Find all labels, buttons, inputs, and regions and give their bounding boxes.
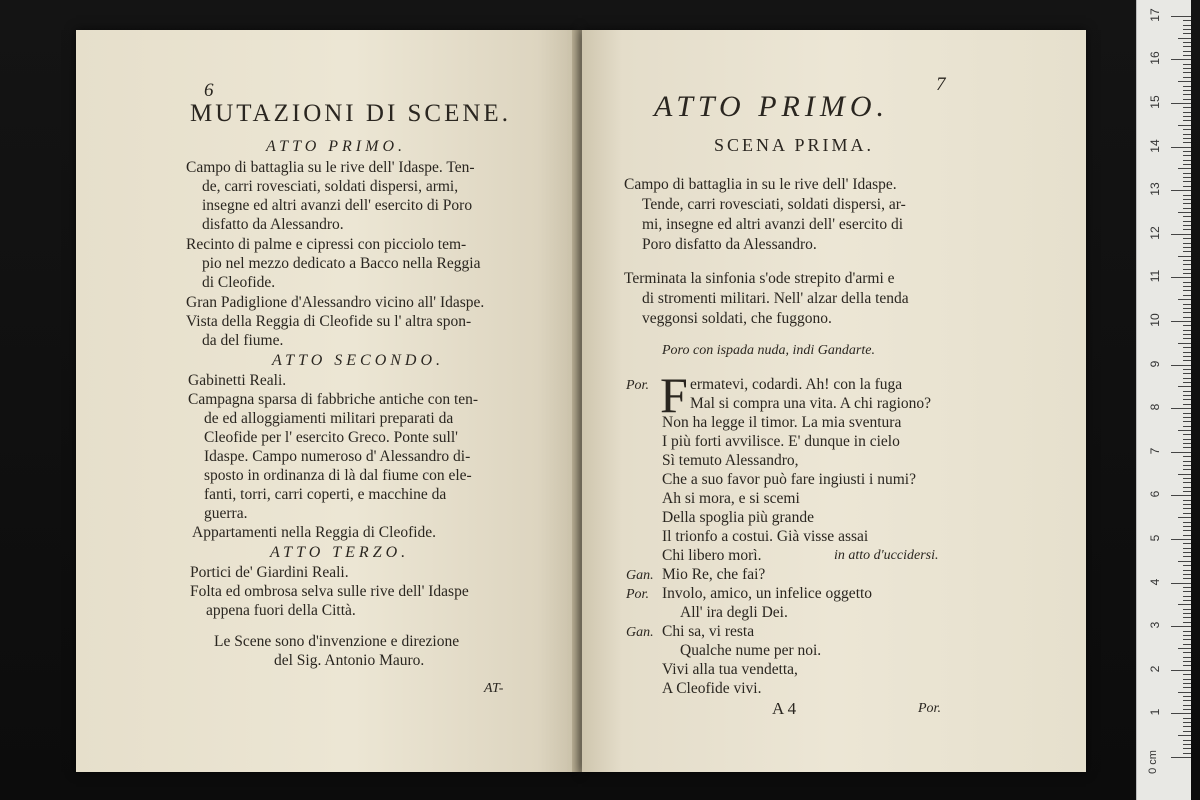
- ruler-tick: [1183, 469, 1191, 470]
- ruler-tick: [1178, 299, 1191, 300]
- ruler-tick: [1183, 718, 1191, 719]
- ruler-tick: [1183, 413, 1191, 414]
- list-item: da del fiume.: [202, 332, 284, 349]
- ruler-tick: [1183, 356, 1191, 357]
- list-item: pio nel mezzo dedicato a Bacco nella Reggia: [202, 255, 481, 272]
- right-catchword: Por.: [918, 701, 941, 716]
- dialogue-line: I più forti avvilisce. E' dunque in cielo: [662, 433, 900, 450]
- ruler-tick: [1183, 138, 1191, 139]
- measuring-ruler: [1136, 0, 1191, 800]
- ruler-tick: [1183, 478, 1191, 479]
- ruler-tick: [1183, 465, 1191, 466]
- stage-action: in atto d'uccidersi.: [834, 548, 939, 563]
- ruler-tick: [1183, 142, 1191, 143]
- ruler-number: 10: [1148, 313, 1162, 327]
- ruler-tick: [1183, 391, 1191, 392]
- ruler-tick: [1183, 609, 1191, 610]
- dialogue-line: ermatevi, codardi. Ah! con la fuga: [690, 376, 903, 393]
- ruler-tick: [1183, 700, 1191, 701]
- ruler-tick: [1183, 722, 1191, 723]
- ruler-tick: [1183, 705, 1191, 706]
- ruler-tick: [1183, 753, 1191, 754]
- ruler-tick: [1183, 203, 1191, 204]
- ruler-tick: [1171, 277, 1191, 278]
- ruler-tick: [1171, 16, 1191, 17]
- ruler-tick: [1178, 38, 1191, 39]
- ruler-tick: [1183, 273, 1191, 274]
- ruler-tick: [1171, 321, 1191, 322]
- ruler-tick: [1178, 735, 1191, 736]
- ruler-tick: [1183, 508, 1191, 509]
- ruler-tick: [1183, 20, 1191, 21]
- ruler-tick: [1171, 234, 1191, 235]
- ruler-tick: [1183, 726, 1191, 727]
- setting-line: Poro disfatto da Alessandro.: [642, 236, 817, 253]
- ruler-tick: [1183, 395, 1191, 396]
- ruler-number: 12: [1148, 226, 1162, 240]
- setting-line: Campo di battaglia in su le rive dell' Idaspe.: [624, 176, 897, 193]
- dialogue-line: Chi libero morì.: [662, 547, 762, 564]
- list-item: Cleofide per l' esercito Greco. Ponte sull': [204, 429, 458, 446]
- ruler-tick: [1183, 631, 1191, 632]
- ruler-tick: [1183, 639, 1191, 640]
- dialogue-line: Il trionfo a costui. Già visse assai: [662, 528, 869, 545]
- ruler-number: 11: [1148, 270, 1162, 283]
- ruler-tick: [1183, 286, 1191, 287]
- dialogue-line: Involo, amico, un infelice oggetto: [662, 585, 873, 602]
- dialogue-line: Sì temuto Alessandro,: [662, 452, 799, 469]
- ruler-number: 3: [1148, 621, 1162, 629]
- left-catchword: AT-: [484, 681, 504, 696]
- ruler-tick: [1178, 692, 1191, 693]
- ruler-tick: [1183, 744, 1191, 745]
- ruler-number: 14: [1148, 138, 1162, 153]
- ruler-tick: [1171, 365, 1191, 366]
- ruler-tick: [1183, 90, 1191, 91]
- ruler-tick: [1183, 243, 1191, 244]
- act3-heading: ATTO TERZO.: [270, 544, 410, 561]
- scene-credit-line-1: Le Scene sono d'invenzione e direzione: [214, 633, 460, 650]
- ruler-tick: [1183, 160, 1191, 161]
- ruler-tick: [1183, 556, 1191, 557]
- ruler-tick: [1183, 613, 1191, 614]
- scene-credit-line-2: del Sig. Antonio Mauro.: [274, 652, 425, 669]
- list-item: de ed alloggiamenti militari preparati da: [204, 410, 454, 427]
- ruler-tick: [1171, 59, 1191, 60]
- ruler-tick: [1183, 622, 1191, 623]
- left-page-title: MUTAZIONI DI SCENE.: [190, 100, 511, 127]
- ruler-tick: [1183, 574, 1191, 575]
- ruler-tick: [1183, 674, 1191, 675]
- ruler-tick: [1183, 661, 1191, 662]
- ruler-tick: [1183, 177, 1191, 178]
- list-item: insegne ed altri avanzi dell' esercito di Poro: [202, 197, 473, 214]
- ruler-number: 15: [1148, 95, 1162, 109]
- dialogue-line: Mal si compra una vita. A chi ragiono?: [690, 395, 932, 412]
- ruler-tick: [1183, 51, 1191, 52]
- ruler-tick: [1183, 216, 1191, 217]
- ruler-tick: [1183, 33, 1191, 34]
- ruler-tick: [1183, 591, 1191, 592]
- speaker-gandarte: Gan.: [626, 568, 654, 583]
- ruler-tick: [1183, 434, 1191, 435]
- ruler-tick: [1183, 740, 1191, 741]
- ruler-tick: [1183, 312, 1191, 313]
- ruler-tick: [1183, 565, 1191, 566]
- list-item: Gabinetti Reali.: [188, 372, 287, 389]
- ruler-tick: [1183, 251, 1191, 252]
- dialogue-line: Vivi alla tua vendetta,: [662, 661, 798, 678]
- ruler-tick: [1183, 600, 1191, 601]
- list-item: disfatto da Alessandro.: [202, 216, 344, 233]
- ruler-tick: [1183, 195, 1191, 196]
- ruler-tick: [1183, 570, 1191, 571]
- ruler-tick: [1183, 447, 1191, 448]
- ruler-tick: [1183, 238, 1191, 239]
- drop-cap: F: [660, 367, 688, 423]
- list-item: fanti, torri, carri coperti, e macchine da: [204, 486, 447, 503]
- ruler-tick: [1183, 199, 1191, 200]
- ruler-tick: [1183, 500, 1191, 501]
- ruler-tick: [1171, 583, 1191, 584]
- ruler-tick: [1183, 304, 1191, 305]
- list-item: Recinto di palme e cipressi con picciolo tem-: [186, 236, 467, 253]
- ruler-tick: [1183, 264, 1191, 265]
- ruler-tick: [1183, 99, 1191, 100]
- ruler-tick: [1183, 417, 1191, 418]
- ruler-tick: [1178, 212, 1191, 213]
- ruler-tick: [1183, 596, 1191, 597]
- ruler-tick: [1183, 186, 1191, 187]
- list-item: Campagna sparsa di fabbriche antiche con ten-: [188, 391, 479, 408]
- ruler-tick: [1183, 482, 1191, 483]
- ruler-tick: [1183, 378, 1191, 379]
- ruler-tick: [1183, 731, 1191, 732]
- ruler-tick: [1183, 487, 1191, 488]
- ruler-tick: [1183, 68, 1191, 69]
- ruler-tick: [1178, 648, 1191, 649]
- ruler-tick: [1183, 164, 1191, 165]
- ruler-tick: [1183, 151, 1191, 152]
- ruler-tick: [1183, 526, 1191, 527]
- ruler-tick: [1183, 134, 1191, 135]
- ruler-tick: [1171, 495, 1191, 496]
- left-page: [76, 30, 578, 772]
- right-page-number: 7: [936, 74, 946, 95]
- ruler-number: 2: [1148, 665, 1162, 673]
- ruler-tick: [1183, 155, 1191, 156]
- ruler-tick: [1171, 713, 1191, 714]
- ruler-tick: [1171, 452, 1191, 453]
- ruler-tick: [1183, 330, 1191, 331]
- right-page-title: ATTO PRIMO.: [654, 90, 889, 123]
- speaker-poro: Por.: [626, 587, 649, 602]
- ruler-tick: [1183, 543, 1191, 544]
- list-item: Appartamenti nella Reggia di Cleofide.: [192, 524, 437, 541]
- ruler-number: 13: [1148, 182, 1162, 196]
- ruler-tick: [1178, 256, 1191, 257]
- scene-heading: SCENA PRIMA.: [714, 135, 875, 155]
- ruler-tick: [1171, 408, 1191, 409]
- ruler-tick: [1183, 221, 1191, 222]
- ruler-tick: [1183, 513, 1191, 514]
- ruler-tick: [1183, 334, 1191, 335]
- ruler-tick: [1178, 474, 1191, 475]
- ruler-tick: [1171, 757, 1191, 758]
- dialogue-line: All' ira degli Dei.: [680, 604, 788, 621]
- ruler-tick: [1183, 77, 1191, 78]
- ruler-tick: [1183, 461, 1191, 462]
- ruler-tick: [1183, 260, 1191, 261]
- direction-line: Terminata la sinfonia s'ode strepito d'armi e: [624, 270, 895, 287]
- ruler-tick: [1171, 147, 1191, 148]
- ruler-tick: [1183, 439, 1191, 440]
- ruler-tick: [1183, 360, 1191, 361]
- list-item: de, carri rovesciati, soldati dispersi, armi,: [202, 178, 459, 195]
- ruler-tick: [1183, 369, 1191, 370]
- ruler-tick: [1183, 352, 1191, 353]
- dialogue-line: Mio Re, che fai?: [662, 566, 766, 583]
- list-item: Campo di battaglia su le rive dell' Idaspe. Ten-: [186, 159, 475, 176]
- ruler-tick: [1183, 421, 1191, 422]
- ruler-number: 17: [1148, 8, 1162, 22]
- ruler-tick: [1183, 635, 1191, 636]
- ruler-tick: [1183, 338, 1191, 339]
- ruler-tick: [1178, 517, 1191, 518]
- ruler-number: 1: [1148, 709, 1162, 716]
- list-item: Portici de' Giardini Reali.: [190, 564, 349, 581]
- ruler-tick: [1183, 373, 1191, 374]
- ruler-tick: [1183, 382, 1191, 383]
- ruler-number: 7: [1148, 447, 1162, 455]
- dialogue-line: Qualche nume per noi.: [680, 642, 822, 659]
- list-item: Gran Padiglione d'Alessandro vicino all' Idaspe.: [186, 294, 485, 311]
- dialogue-line: A Cleofide vivi.: [662, 680, 762, 697]
- ruler-tick: [1178, 81, 1191, 82]
- ruler-tick: [1183, 548, 1191, 549]
- ruler-tick: [1171, 539, 1191, 540]
- ruler-tick: [1183, 443, 1191, 444]
- ruler-tick: [1183, 644, 1191, 645]
- dialogue-line: Non ha legge il timor. La mia sventura: [662, 414, 902, 431]
- ruler-number: 5: [1148, 534, 1162, 542]
- ruler-tick: [1183, 86, 1191, 87]
- ruler-tick: [1183, 72, 1191, 73]
- ruler-tick: [1183, 295, 1191, 296]
- list-item: Idaspe. Campo numeroso d' Alessandro di-: [204, 448, 471, 465]
- dialogue-line: Chi sa, vi resta: [662, 623, 755, 640]
- ruler-tick: [1183, 665, 1191, 666]
- ruler-tick: [1183, 94, 1191, 95]
- ruler-tick: [1183, 317, 1191, 318]
- ruler-tick: [1178, 386, 1191, 387]
- ruler-tick: [1183, 225, 1191, 226]
- direction-line: di stromenti militari. Nell' alzar della tenda: [642, 290, 909, 307]
- dialogue-line: Che a suo favor può fare ingiusti i numi?: [662, 471, 916, 488]
- ruler-tick: [1183, 552, 1191, 553]
- ruler-tick: [1183, 120, 1191, 121]
- ruler-tick: [1183, 208, 1191, 209]
- ruler-tick: [1178, 604, 1191, 605]
- ruler-tick: [1183, 290, 1191, 291]
- ruler-tick: [1171, 626, 1191, 627]
- setting-line: mi, insegne ed altri avanzi dell' esercito di: [642, 216, 904, 233]
- ruler-tick: [1183, 491, 1191, 492]
- ruler-tick: [1183, 308, 1191, 309]
- ruler-tick: [1183, 55, 1191, 56]
- signature-mark: A 4: [772, 699, 797, 718]
- ruler-tick: [1183, 64, 1191, 65]
- list-item: di Cleofide.: [202, 274, 276, 291]
- ruler-tick: [1183, 247, 1191, 248]
- ruler-number: 6: [1148, 491, 1162, 498]
- ruler-tick: [1183, 652, 1191, 653]
- ruler-tick: [1183, 29, 1191, 30]
- characters-line: Poro con ispada nuda, indi Gandarte.: [662, 343, 875, 358]
- ruler-tick: [1183, 399, 1191, 400]
- ruler-tick: [1183, 347, 1191, 348]
- ruler-tick: [1183, 112, 1191, 113]
- ruler-unit-label: 0 cm: [1146, 750, 1159, 774]
- ruler-tick: [1183, 456, 1191, 457]
- ruler-tick: [1183, 325, 1191, 326]
- ruler-number: 9: [1148, 360, 1162, 367]
- right-page: [582, 30, 1086, 772]
- ruler-tick: [1183, 587, 1191, 588]
- list-item: Vista della Reggia di Cleofide su l' altra spon-: [186, 313, 472, 330]
- ruler-tick: [1183, 229, 1191, 230]
- act2-heading: ATTO SECONDO.: [272, 352, 445, 369]
- ruler-tick: [1171, 670, 1191, 671]
- setting-line: Tende, carri rovesciati, soldati dispersi, ar-: [642, 196, 906, 213]
- act1-heading: ATTO PRIMO.: [266, 138, 406, 155]
- ruler-tick: [1183, 129, 1191, 130]
- ruler-tick: [1183, 42, 1191, 43]
- ruler-tick: [1183, 116, 1191, 117]
- ruler-tick: [1178, 168, 1191, 169]
- dialogue-line: Della spoglia più grande: [662, 509, 814, 526]
- ruler-tick: [1183, 696, 1191, 697]
- ruler-tick: [1183, 748, 1191, 749]
- speaker-gandarte: Gan.: [626, 625, 654, 640]
- ruler-tick: [1178, 430, 1191, 431]
- ruler-tick: [1171, 190, 1191, 191]
- direction-line: veggonsi soldati, che fuggono.: [642, 310, 832, 327]
- ruler-tick: [1183, 426, 1191, 427]
- ruler-tick: [1178, 561, 1191, 562]
- ruler-tick: [1183, 687, 1191, 688]
- list-item: guerra.: [204, 505, 248, 522]
- left-page-number: 6: [204, 80, 214, 101]
- ruler-tick: [1183, 657, 1191, 658]
- ruler-tick: [1178, 125, 1191, 126]
- speaker-poro: Por.: [626, 378, 649, 393]
- ruler-tick: [1171, 103, 1191, 104]
- ruler-tick: [1183, 683, 1191, 684]
- ruler-tick: [1183, 504, 1191, 505]
- ruler-tick: [1183, 269, 1191, 270]
- ruler-number: 8: [1148, 403, 1162, 411]
- ruler-tick: [1183, 181, 1191, 182]
- dialogue-line: Ah si mora, e si scemi: [662, 490, 800, 507]
- list-item: Folta ed ombrosa selva sulle rive dell' Idaspe: [190, 583, 469, 600]
- ruler-tick: [1183, 282, 1191, 283]
- list-item: sposto in ordinanza di là dal fiume con ele-: [204, 467, 472, 484]
- ruler-tick: [1183, 404, 1191, 405]
- ruler-number: 16: [1148, 51, 1162, 66]
- ruler-tick: [1183, 535, 1191, 536]
- list-item: appena fuori della Città.: [206, 602, 356, 619]
- ruler-tick: [1178, 343, 1191, 344]
- ruler-tick: [1183, 46, 1191, 47]
- ruler-number: 4: [1148, 578, 1162, 585]
- ruler-tick: [1183, 709, 1191, 710]
- ruler-tick: [1183, 173, 1191, 174]
- ruler-tick: [1183, 107, 1191, 108]
- ruler-tick: [1183, 578, 1191, 579]
- ruler-tick: [1183, 617, 1191, 618]
- ruler-tick: [1183, 522, 1191, 523]
- ruler-tick: [1183, 530, 1191, 531]
- ruler-tick: [1183, 25, 1191, 26]
- ruler-tick: [1183, 679, 1191, 680]
